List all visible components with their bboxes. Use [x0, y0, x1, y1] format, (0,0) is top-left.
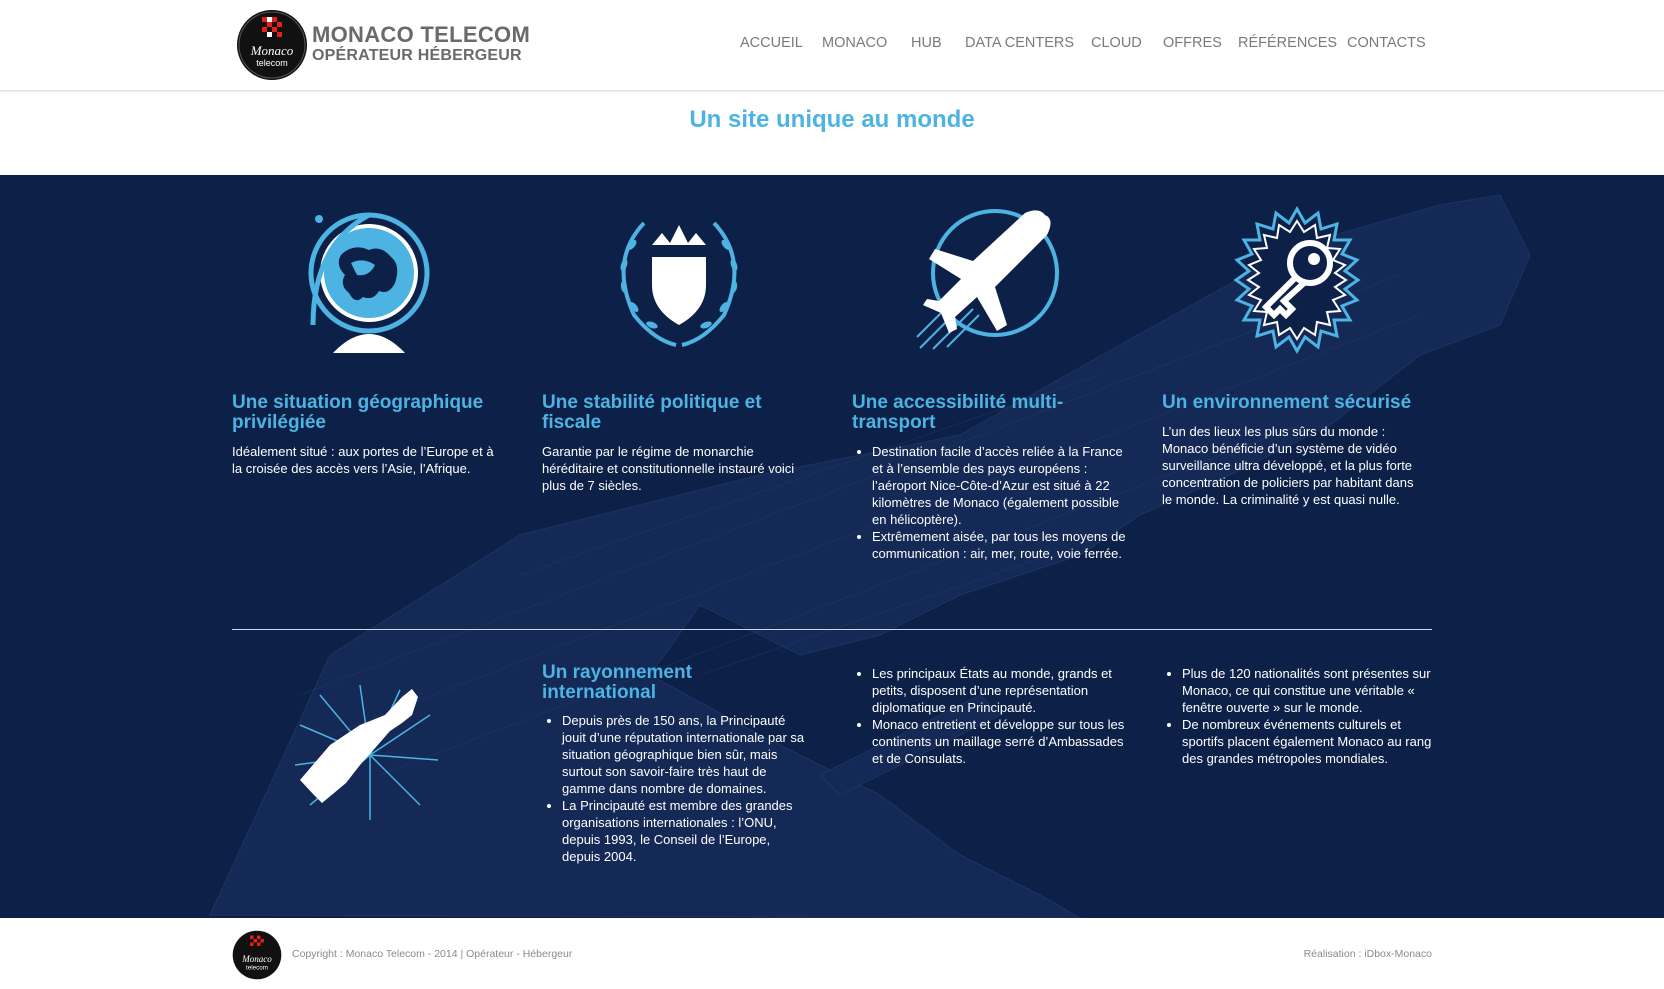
- nav-offres[interactable]: OFFRES: [1163, 35, 1222, 51]
- svg-text:Monaco: Monaco: [250, 43, 294, 58]
- realisation-link[interactable]: Réalisation : iDbox-Monaco: [1303, 948, 1432, 960]
- feature-text-stability: Garantie par le régime de monarchie héréditaire et constitutionnelle instauré voici plus de 7 siècles.: [542, 444, 795, 493]
- features-section: [0, 175, 1664, 918]
- key-badge-icon: [1222, 205, 1372, 355]
- nav-monaco[interactable]: MONACO: [822, 35, 888, 51]
- feature-text-security: L’un des lieux les plus sûrs du monde : Monaco bénéficie d’un système de vidéo surveillance ultra développé, et la plus forte concentration de policiers par habitant dans le monde. La criminalité y est quasi nulle.: [1162, 424, 1414, 507]
- list-item: • Monaco entretient et développe sur tous les continents un maillage serré d’Ambassades et de Consulats.: [872, 716, 1132, 767]
- list-item: • Plus de 120 nationalités sont présentes sur Monaco, ce qui constitue une véritable « fenêtre ouverte » sur le monde.: [1182, 665, 1442, 716]
- nav-accueil[interactable]: ACCUEIL: [740, 35, 803, 51]
- list-item: • Destination facile d’accès reliée à la France et à l’ensemble des pays européens : l’aéroport Nice-Côte-d’Azur est situé à 22 kilomètres de Monaco (également possible en hélicoptère).: [872, 443, 1132, 528]
- nav-hub[interactable]: HUB: [911, 35, 942, 51]
- svg-text:telecom: telecom: [246, 964, 268, 972]
- laurel-crown-shield-icon: [604, 205, 754, 355]
- list-item: • Extrêmement aisée, par tous les moyens de communication : air, mer, route, voie ferrée.: [872, 528, 1132, 562]
- feature-list-accessibility: [852, 443, 1132, 562]
- page-title: Un site unique au monde: [689, 106, 975, 133]
- nav-references[interactable]: RÉFÉRENCES: [1238, 35, 1338, 51]
- site-header: [0, 0, 1664, 91]
- feature-title-security: Un environnement sécurisé: [1162, 392, 1412, 413]
- brand-line-2: OPÉRATEUR HÉBERGEUR: [312, 47, 522, 64]
- svg-text:telecom: telecom: [256, 58, 288, 68]
- monaco-map-background: [0, 175, 1664, 918]
- svg-text:Monaco: Monaco: [242, 953, 272, 964]
- site-footer: [0, 918, 1664, 989]
- footer-logo[interactable]: [232, 930, 282, 980]
- feature-title-geography: Une situation géographique privilégiée: [232, 392, 484, 433]
- feature-text-geography: Idéalement situé : aux portes de l’Europe et à la croisée des accès vers l’Asie, l’Afrique.: [232, 444, 494, 476]
- list-item: • Depuis près de 150 ans, la Principauté jouit d’une réputation internationale par sa situation géographique bien sûr, mais surtout son savoir-faire très haut de gamme dans nombre de domaines.: [562, 712, 812, 797]
- list-item: • Les principaux États au monde, grands et petits, disposent d’une représentation diplomatique en Principauté.: [872, 665, 1132, 716]
- feature-title-accessibility: Une accessibilité multi-transport: [852, 392, 1064, 433]
- copyright-text: Copyright : Monaco Telecom - 2014 | Opérateur - Hébergeur: [292, 948, 573, 960]
- feature-list-international-a: [542, 712, 812, 865]
- feature-title-stability: Une stabilité politique et fiscale: [542, 392, 762, 433]
- monaco-map-icon: [290, 685, 440, 820]
- main-nav: [0, 35, 1664, 55]
- nav-cloud[interactable]: CLOUD: [1091, 35, 1142, 51]
- globe-icon: [293, 205, 443, 355]
- list-item: • La Principauté est membre des grandes organisations internationales : l’ONU, depuis 1993, le Conseil de l’Europe, depuis 2004.: [562, 797, 812, 865]
- section-divider: [232, 629, 1432, 630]
- nav-data-centers[interactable]: DATA CENTERS: [965, 35, 1075, 51]
- nav-contacts[interactable]: CONTACTS: [1347, 35, 1426, 51]
- feature-list-international-c: [1162, 665, 1442, 767]
- feature-title-international: Un rayonnement international: [542, 662, 692, 703]
- airplane-icon: [915, 205, 1065, 355]
- list-item: • De nombreux événements culturels et sportifs placent également Monaco au rang des grandes métropoles mondiales.: [1182, 716, 1442, 767]
- feature-list-international-b: [852, 665, 1132, 767]
- brand-line-1: MONACO TELECOM: [312, 22, 531, 47]
